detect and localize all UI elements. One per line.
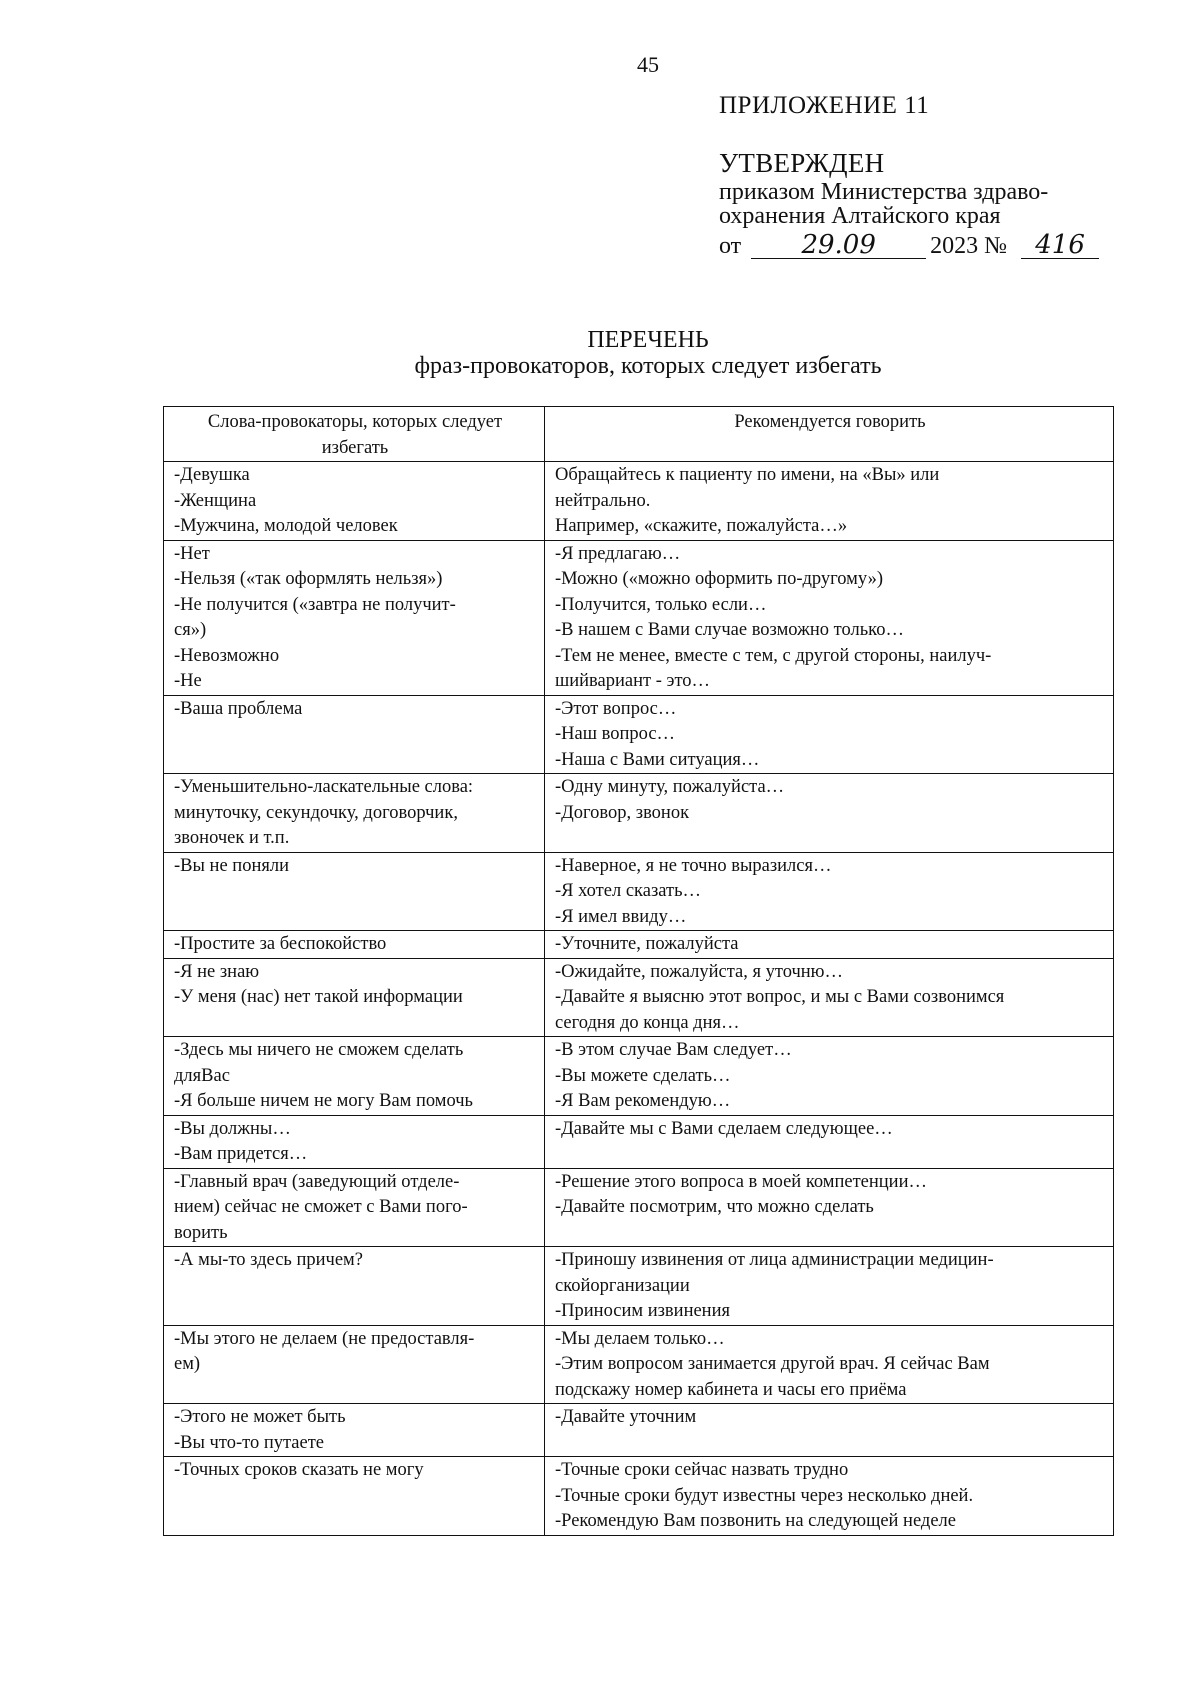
recommended-phrase-line: -В нашем с Вами случае возможно только… [555,620,904,640]
recommended-phrase-line: нейтрально. [555,490,651,511]
cell-avoid-phrases [164,958,545,1037]
table-header-row [164,407,1114,462]
cell-recommended-phrases [545,774,1114,853]
avoid-phrase-line: -Простите за беспокойство [174,934,387,954]
approval-order-line-1: приказом Министерства здраво- [719,179,1049,205]
cell-recommended-phrases [545,852,1114,931]
approval-order-text [719,180,1139,228]
table-row [164,695,1114,774]
avoid-phrase-line: минуточку, секундочку, договорчик, [174,802,458,823]
recommended-phrase-line: -Давайте я выясню этот вопрос, и мы с Вами созвонимся [555,987,1005,1007]
recommended-phrase-line: -Наш вопрос… [555,724,676,744]
avoid-phrase-line: -Не получится («завтра не получит- [174,594,456,615]
recommended-phrase-line: -Приношу извинения от лица администрации медицин- [555,1250,994,1270]
table-row [164,852,1114,931]
appendix-title: ПРИЛОЖЕНИЕ 11 [719,92,930,119]
recommended-phrase-line: -Наверное, я не точно выразился… [555,855,832,876]
table-row [164,1457,1114,1536]
cell-avoid-phrases [164,1168,545,1247]
phrases-table [163,406,1114,1536]
recommended-phrase-line: -В этом случае Вам следует… [555,1040,792,1060]
avoid-phrase-line: -Нет [174,543,210,564]
table-row [164,462,1114,541]
recommended-phrase-line: -Одну минуту, пожалуйста… [555,777,785,797]
cell-avoid-phrases [164,1325,545,1404]
cell-recommended-phrases [545,1115,1114,1168]
table-row [164,1325,1114,1404]
cell-avoid-phrases [164,1037,545,1116]
recommended-phrase-line: -Тем не менее, вместе с тем, с другой стороны, наилуч- [555,645,992,666]
recommended-phrase-line: сегодня до конца дня… [555,1012,740,1033]
cell-recommended-phrases [545,695,1114,774]
cell-recommended-phrases [545,1168,1114,1247]
avoid-phrase-line: -Ваша проблема [174,698,303,719]
header-recommended: Рекомендуется говорить [545,407,1114,462]
recommended-phrase-line: -Уточните, пожалуйста [555,934,739,954]
avoid-phrase-line: ворить [174,1222,228,1243]
cell-recommended-phrases [545,1247,1114,1326]
cell-recommended-phrases [545,1457,1114,1536]
avoid-phrase-line: -Точных сроков сказать не могу [174,1460,424,1480]
list-heading [0,327,1200,379]
recommended-phrase-line: -Давайте мы с Вами сделаем следующее… [555,1118,893,1139]
recommended-phrase-line: -Приносим извинения [555,1301,730,1321]
avoid-phrase-line: -А мы-то здесь причем? [174,1250,363,1270]
cell-recommended-phrases [545,1404,1114,1457]
recommended-phrase-line: -Я предлагаю… [555,543,681,564]
cell-avoid-phrases [164,1404,545,1457]
cell-avoid-phrases [164,1115,545,1168]
avoid-phrase-line: -Не [174,671,202,691]
table-row [164,1115,1114,1168]
recommended-phrase-line: скойорганизации [555,1275,690,1296]
recommended-phrase-line: -Можно («можно оформить по-другому») [555,569,884,589]
cell-recommended-phrases [545,540,1114,695]
cell-recommended-phrases [545,1325,1114,1404]
avoid-phrase-line: -Девушка [174,465,250,485]
avoid-phrase-line: -Я больше ничем не могу Вам помочь [174,1091,473,1111]
avoid-phrase-line: нием) сейчас не сможет с Вами пого- [174,1197,468,1217]
recommended-phrase-line: -Я хотел сказать… [555,881,702,901]
handwritten-date: 29.09 [751,232,926,259]
recommended-phrase-line: -Договор, звонок [555,802,690,823]
avoid-phrase-line: ся») [174,620,207,640]
avoid-phrase-line: -Вы должны… [174,1118,291,1139]
cell-avoid-phrases [164,852,545,931]
list-subtitle: фраз-провокаторов, которых следует избегать [414,353,882,379]
avoid-phrase-line: -Главный врач (заведующий отделе- [174,1171,460,1192]
page-number: 45 [637,52,659,77]
cell-avoid-phrases [164,1247,545,1326]
cell-avoid-phrases [164,462,545,541]
recommended-phrase-line: -Я Вам рекомендую… [555,1091,731,1111]
avoid-phrase-line: -Мы этого не делаем (не предоставля- [174,1328,475,1349]
recommended-phrase-line: -Рекомендую Вам позвонить на следующей неделе [555,1511,956,1531]
table-body [164,462,1114,1536]
avoid-phrase-line: -Уменьшительно-ласкательные слова: [174,777,474,797]
recommended-phrase-line: -Наша с Вами ситуация… [555,749,760,770]
table-row [164,540,1114,695]
table-row [164,1247,1114,1326]
table-row [164,774,1114,853]
avoid-phrase-line: -Этого не может быть [174,1407,346,1427]
avoid-phrase-line: -Невозможно [174,645,280,666]
approval-order-line-2: охранения Алтайского края [719,203,1001,229]
header-avoid: Слова-провокаторы, которых следует избегать [164,407,545,462]
list-title: ПЕРЕЧЕНЬ [587,327,709,353]
table-row [164,958,1114,1037]
avoid-phrase-line: ем) [174,1354,201,1374]
approved-label: УТВЕРЖДЕН [719,148,885,178]
avoid-phrase-line: -Я не знаю [174,961,260,982]
table-row [164,1037,1114,1116]
cell-avoid-phrases [164,931,545,959]
avoid-phrase-line: -Мужчина, молодой человек [174,516,398,536]
cell-recommended-phrases [545,462,1114,541]
recommended-phrase-line: -Давайте уточним [555,1407,697,1427]
recommended-phrase-line: подскажу номер кабинета и часы его приёма [555,1379,907,1400]
cell-recommended-phrases [545,1037,1114,1116]
cell-recommended-phrases [545,931,1114,959]
recommended-phrase-line: -Давайте посмотрим, что можно сделать [555,1197,874,1217]
cell-avoid-phrases [164,540,545,695]
avoid-phrase-line: -Женщина [174,490,257,511]
table-row [164,1404,1114,1457]
recommended-phrase-line: -Точные сроки будут известны через несколько дней. [555,1485,974,1506]
avoid-phrase-line: -Вы не поняли [174,855,289,876]
table-row [164,1168,1114,1247]
recommended-phrase-line: -Этот вопрос… [555,698,677,719]
recommended-phrase-line: шийвариант - это… [555,671,711,691]
cell-avoid-phrases [164,774,545,853]
avoid-phrase-line: -Вы что-то путаете [174,1432,325,1453]
avoid-phrase-line: дляВас [174,1065,230,1086]
recommended-phrase-line: -Получится, только если… [555,594,767,615]
cell-avoid-phrases [164,1457,545,1536]
recommended-phrase-line: -Мы делаем только… [555,1328,725,1349]
date-prefix: от [719,233,742,259]
recommended-phrase-line: -Решение этого вопроса в моей компетенции… [555,1171,927,1192]
recommended-phrase-line: -Я имел ввиду… [555,906,687,927]
recommended-phrase-line: -Ожидайте, пожалуйста, я уточню… [555,961,844,982]
avoid-phrase-line: -Здесь мы ничего не сможем сделать [174,1040,464,1060]
table-row [164,931,1114,959]
year-and-number-sign: 2023 № [930,233,1008,259]
cell-recommended-phrases [545,958,1114,1037]
cell-avoid-phrases [164,695,545,774]
avoid-phrase-line: звоночек и т.п. [174,828,290,848]
recommended-phrase-line: -Этим вопросом занимается другой врач. Я сейчас Вам [555,1354,990,1374]
recommended-phrase-line: Например, «скажите, пожалуйста…» [555,516,848,536]
avoid-phrase-line: -Вам придется… [174,1144,308,1164]
avoid-phrase-line: -Нельзя («так оформлять нельзя») [174,569,443,589]
approval-date-line [719,232,1099,260]
handwritten-order-number: 416 [1021,232,1099,259]
recommended-phrase-line: -Вы можете сделать… [555,1065,731,1086]
recommended-phrase-line: Обращайтесь к пациенту по имени, на «Вы» или [555,465,940,485]
avoid-phrase-line: -У меня (нас) нет такой информации [174,987,463,1007]
recommended-phrase-line: -Точные сроки сейчас назвать трудно [555,1460,849,1480]
